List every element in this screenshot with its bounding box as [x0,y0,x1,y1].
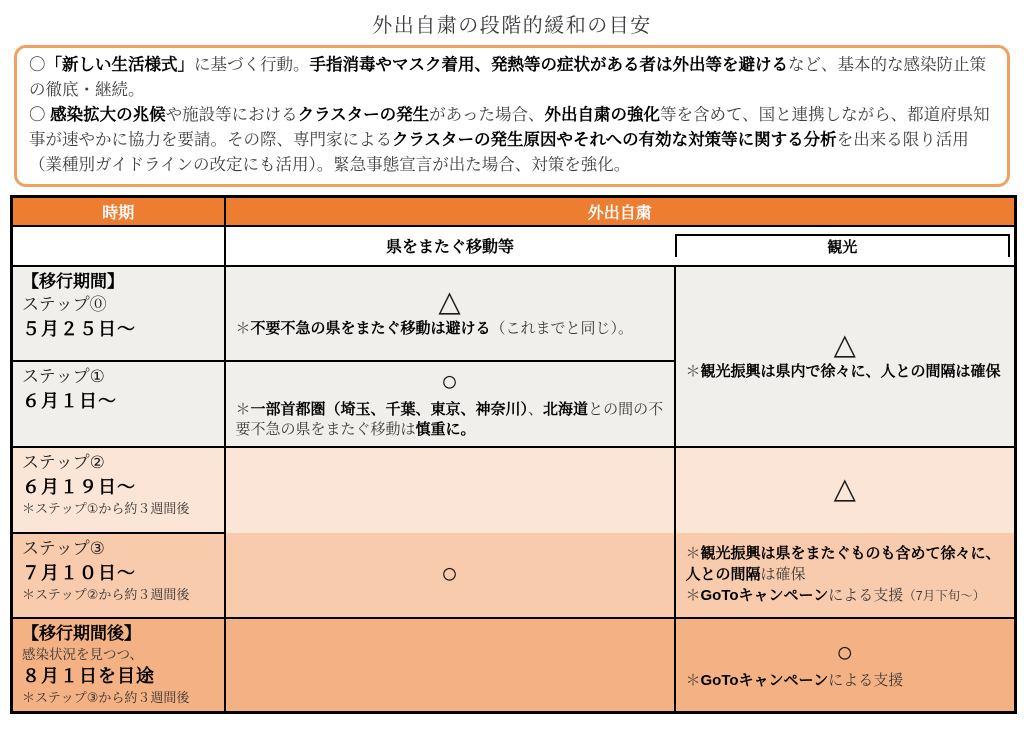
period-cell-step1 [12,361,225,447]
tourism-note-step0-1: ＊観光振興は県内で徐々に、人との間隔は確保 [685,363,1001,381]
cross-pref-cell-after [225,618,675,713]
document-page [0,9,1024,714]
tourism-cell-after [675,618,1016,713]
tourism-cell-step2-3 [675,447,1016,618]
col-header-tourism-cell [675,226,1016,266]
cross-pref-note-step1: ＊一部首都圏（埼玉、千葉、東京、神奈川）、北海道との間の不要不急の県をまたぐ移動は慎重に。 [235,400,664,439]
period-note: ＊ステップ③から約３週間後 [22,690,190,706]
tourism-note-after: ＊GoToキャンペーンによる支援 [685,671,904,689]
tourism-step3-area [676,533,1015,617]
notice-box [14,45,1010,187]
period-subtext: 感染状況を見つつ、 [22,646,143,662]
period-cell-step0 [12,266,225,361]
page-title: 外出自粛の段階的緩和の目安 [372,15,652,37]
triangle-symbol: △ [833,473,856,506]
col-header-period: 時期 [12,197,225,226]
period-date: ７月１０日〜 [22,562,136,583]
period-date: ５月２５日〜 [22,318,136,339]
triangle-symbol: △ [833,328,856,361]
period-cell-step2 [12,447,225,533]
tourism-note-step3-line2: ＊GoToキャンペーンによる支援（7月下旬〜） [685,587,986,605]
circle-symbol: ○ [440,365,459,398]
cross-pref-cell-step0 [225,266,675,361]
tourism-note-step3-line1: ＊観光振興は県をまたぐものも含めて徐々に、人との間隔は確保 [685,544,1001,583]
period-note: ＊ステップ②から約３週間後 [22,587,190,603]
period-date: ８月１日を目途 [22,666,155,687]
table-header-row [12,197,1016,226]
notice-paragraph-2: 〇 感染拡大の兆候や施設等におけるクラスターの発生があった場合、外出自粛の強化等を含めて、国と連携しながら、都道府県知事が速やかに協力を要請。その際、専門家によるクラスターの発生原因やそれへの有効な対策等に関する分析を出来る限り活用（業種別ガイドラインの改定にも活用）。緊急事態宣言が出た場合、対策を強化。 [29,106,990,175]
col-header-jishuku: 外出自粛 [225,197,1016,226]
triangle-symbol: △ [438,285,461,318]
tourism-cell-step0-1 [675,266,1016,447]
col-header-cross-pref: 県をまたぐ移動等 [225,226,675,266]
row-step2 [12,447,1016,533]
period-cell-step3 [12,533,225,618]
cross-pref-cell-step2-3 [225,447,675,618]
row-after-transition [12,618,1016,713]
tourism-step2-area [676,448,1015,533]
period-step: ステップ③ [22,538,105,558]
row-step0 [12,266,1016,361]
col-header-tourism: 観光 [675,234,1011,257]
period-step: ステップ⓪ [22,294,107,314]
period-date: ６月１９日〜 [22,476,136,497]
cross-pref-note-step0: ＊不要不急の県をまたぐ移動は避ける（これまでと同じ）。 [235,320,634,338]
period-step: ステップ② [22,452,105,472]
table-subheader-row [12,226,1016,266]
cross-pref-step3-area [226,533,674,617]
subheader-empty-cell [12,226,225,266]
circle-symbol: ○ [835,637,854,670]
cross-pref-cell-step1 [225,361,675,447]
notice-paragraph-1: 〇「新しい生活様式」に基づく行動。手指消毒やマスク着用、発熱等の症状がある者は外出等を避けるなど、基本的な感染防止策の徹底・継続。 [29,56,986,100]
period-tag: 【移行期間後】 [22,623,141,643]
circle-symbol: ○ [440,557,459,590]
period-note: ＊ステップ①から約３週間後 [22,501,190,517]
period-step: ステップ① [22,366,105,386]
period-cell-after [12,618,225,713]
period-date: ６月１日〜 [22,390,117,411]
cross-pref-step2-area [226,448,674,533]
period-tag: 【移行期間】 [22,271,124,291]
schedule-table [10,195,1017,714]
